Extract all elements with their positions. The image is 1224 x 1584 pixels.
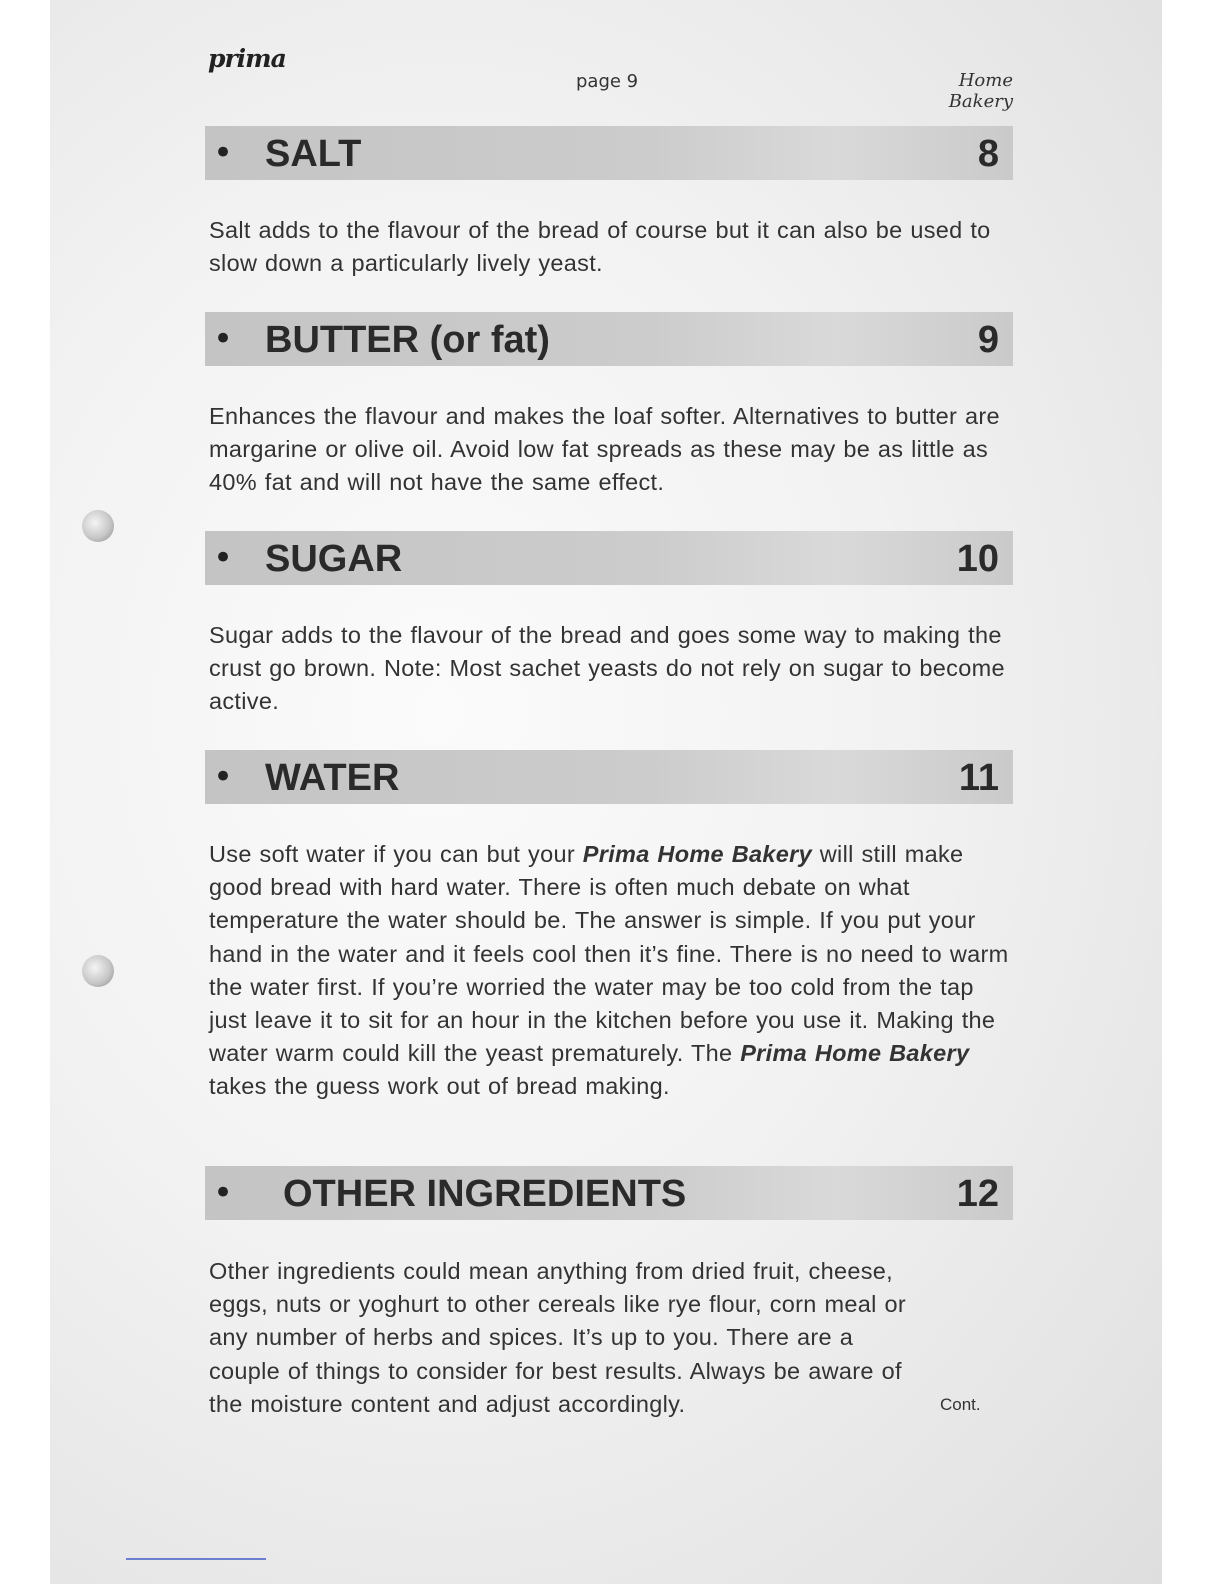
punch-hole-lower — [82, 955, 114, 987]
bullet-icon: • — [213, 319, 234, 359]
section-header-water — [205, 750, 1013, 804]
section-body-water — [209, 838, 1011, 1104]
bullet-icon: • — [213, 133, 234, 173]
section-number: 12 — [956, 1173, 999, 1215]
section-number: 10 — [956, 538, 999, 580]
bottom-rule — [126, 1558, 266, 1560]
section-header-other-ingredients — [205, 1166, 1013, 1220]
section-body-salt: Salt adds to the flavour of the bread of course but it can also be used to slow down a particularly lively yeast. — [209, 217, 991, 277]
section-number: 9 — [977, 319, 999, 361]
bullet-icon: • — [213, 538, 234, 578]
body-text: will still make good bread with hard water. There is often much debate on what temperature the water should be. The answer is simple. If you put your hand in the water and it feels cool then it’s fine. There is no need to warm the water first. If you’re worried the water may be too cold from the tap just leave it to sit for an hour in the kitchen before you use it. Making the water warm could kill the yeast prematurely. The — [209, 841, 1009, 1067]
section-header-sugar — [205, 531, 1013, 585]
section-number: 11 — [958, 757, 999, 799]
brand-logo: prima — [208, 44, 286, 73]
continued-label: Cont. — [940, 1395, 981, 1414]
book-title: Home Bakery — [948, 70, 1013, 112]
section-title: WATER — [265, 757, 400, 799]
section-title: SALT — [265, 133, 362, 175]
section-number: 8 — [977, 133, 999, 175]
section-body-sugar: Sugar adds to the flavour of the bread and goes some way to making the crust go brown. Note: Most sachet yeasts do not rely on sugar to become active. — [209, 622, 1005, 715]
section-title: OTHER INGREDIENTS — [283, 1173, 687, 1215]
bullet-icon: • — [213, 1173, 234, 1213]
section-header-salt — [205, 126, 1013, 180]
product-name: Prima Home Bakery — [740, 1040, 970, 1067]
body-text: takes the guess work out of bread making. — [209, 1073, 670, 1100]
punch-hole-upper — [82, 510, 114, 542]
section-body-butter: Enhances the flavour and makes the loaf softer. Alternatives to butter are margarine or olive oil. Avoid low fat spreads as these may be as little as 40% fat and will not have the same effect. — [209, 403, 1000, 496]
section-title: SUGAR — [265, 538, 403, 580]
section-header-butter — [205, 312, 1013, 366]
section-body-other-ingredients: Other ingredients could mean anything from dried fruit, cheese, eggs, nuts or yoghurt to other cereals like rye flour, corn meal or any number of herbs and spices. It’s up to you. There are a couple of things to consider for best results. Always be aware of the moisture content and adjust accordingly. — [209, 1258, 906, 1417]
product-name: Prima Home Bakery — [582, 841, 812, 867]
bullet-icon: • — [213, 757, 234, 797]
page-number: page 9 — [576, 71, 639, 92]
section-title: BUTTER (or fat) — [265, 319, 550, 361]
body-text: Use soft water if you can but your — [209, 841, 583, 867]
